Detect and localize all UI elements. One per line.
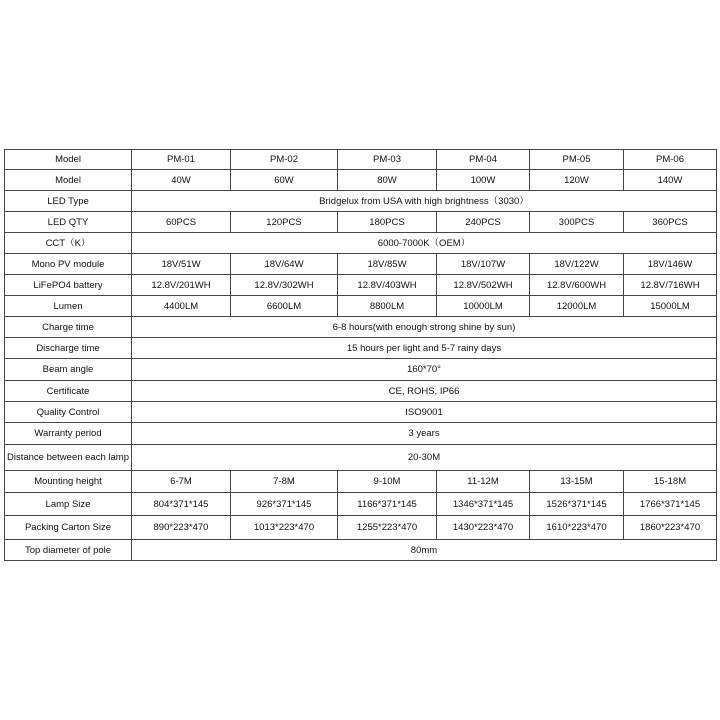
table-row xyxy=(5,296,717,317)
row-label: Lumen xyxy=(5,296,132,317)
row-value: 6-8 hours(with enough strong shine by sun) xyxy=(132,317,717,338)
row-label: Charge time xyxy=(5,317,132,338)
table-cell: 1255*223*470 xyxy=(338,516,437,540)
row-value: 15 hours per light and 5-7 rainy days xyxy=(132,338,717,359)
row-label: Top diameter of pole xyxy=(5,540,132,561)
row-label: Mono PV module xyxy=(5,254,132,275)
table-cell: 11-12M xyxy=(437,471,530,493)
row-value: 6000-7000K（OEM） xyxy=(132,233,717,254)
row-value: Bridgelux from USA with high brightness（3030） xyxy=(132,191,717,212)
table-cell: 1766*371*145 xyxy=(624,493,717,516)
table-cell: 18V/122W xyxy=(530,254,624,275)
row-label: Mounting height xyxy=(5,471,132,493)
row-value: ISO9001 xyxy=(132,402,717,423)
table-cell: 1430*223*470 xyxy=(437,516,530,540)
table-cell: 1860*223*470 xyxy=(624,516,717,540)
table-row xyxy=(5,275,717,296)
table-cell: PM-02 xyxy=(231,150,338,170)
row-label: CCT（K） xyxy=(5,233,132,254)
table-cell: 6-7M xyxy=(132,471,231,493)
row-value: 3 years xyxy=(132,423,717,445)
table-cell: 120PCS xyxy=(231,212,338,233)
spec-table xyxy=(4,149,717,561)
table-row xyxy=(5,493,717,516)
row-value: 20-30M xyxy=(132,445,717,471)
table-cell: PM-05 xyxy=(530,150,624,170)
table-cell: 180PCS xyxy=(338,212,437,233)
table-cell: 100W xyxy=(437,170,530,191)
table-cell: 15000LM xyxy=(624,296,717,317)
row-label: Model xyxy=(5,170,132,191)
table-cell: 12.8V/716WH xyxy=(624,275,717,296)
table-cell: 18V/146W xyxy=(624,254,717,275)
table-cell: 13-15M xyxy=(530,471,624,493)
table-cell: PM-04 xyxy=(437,150,530,170)
table-cell: 120W xyxy=(530,170,624,191)
table-cell: 1013*223*470 xyxy=(231,516,338,540)
row-label: LED QTY xyxy=(5,212,132,233)
table-row xyxy=(5,233,717,254)
table-cell: 12.8V/600WH xyxy=(530,275,624,296)
table-row xyxy=(5,540,717,561)
table-row xyxy=(5,212,717,233)
table-row xyxy=(5,338,717,359)
table-cell: 140W xyxy=(624,170,717,191)
row-label: Packing Carton Size xyxy=(5,516,132,540)
table-cell: 1610*223*470 xyxy=(530,516,624,540)
table-cell: 18V/64W xyxy=(231,254,338,275)
table-row xyxy=(5,516,717,540)
table-cell: 7-8M xyxy=(231,471,338,493)
table-cell: 12.8V/201WH xyxy=(132,275,231,296)
table-cell: 18V/51W xyxy=(132,254,231,275)
table-row xyxy=(5,471,717,493)
table-cell: 9-10M xyxy=(338,471,437,493)
table-row xyxy=(5,402,717,423)
table-cell: 890*223*470 xyxy=(132,516,231,540)
row-label: Beam angle xyxy=(5,359,132,381)
spec-table-body xyxy=(5,150,717,561)
table-cell: 18V/107W xyxy=(437,254,530,275)
table-cell: 804*371*145 xyxy=(132,493,231,516)
table-cell: 40W xyxy=(132,170,231,191)
row-label: Certificate xyxy=(5,381,132,402)
table-row xyxy=(5,381,717,402)
row-label: Model xyxy=(5,150,132,170)
table-cell: 60W xyxy=(231,170,338,191)
table-cell: 12.8V/502WH xyxy=(437,275,530,296)
table-cell: 18V/85W xyxy=(338,254,437,275)
row-label: LiFePO4 battery xyxy=(5,275,132,296)
table-cell: 60PCS xyxy=(132,212,231,233)
row-label: Distance between each lamp xyxy=(5,445,132,471)
table-row xyxy=(5,359,717,381)
table-cell: 15-18M xyxy=(624,471,717,493)
table-row xyxy=(5,423,717,445)
table-row xyxy=(5,150,717,170)
table-cell: 12.8V/403WH xyxy=(338,275,437,296)
row-value: CE, ROHS, IP66 xyxy=(132,381,717,402)
table-cell: 240PCS xyxy=(437,212,530,233)
table-cell: 80W xyxy=(338,170,437,191)
table-row xyxy=(5,445,717,471)
table-cell: 1346*371*145 xyxy=(437,493,530,516)
table-cell: 10000LM xyxy=(437,296,530,317)
row-value: 80mm xyxy=(132,540,717,561)
table-cell: 8800LM xyxy=(338,296,437,317)
row-label: Discharge time xyxy=(5,338,132,359)
table-row xyxy=(5,170,717,191)
table-cell: PM-03 xyxy=(338,150,437,170)
table-row xyxy=(5,191,717,212)
table-cell: 1526*371*145 xyxy=(530,493,624,516)
row-label: Lamp Size xyxy=(5,493,132,516)
table-row xyxy=(5,254,717,275)
table-cell: 6600LM xyxy=(231,296,338,317)
row-value: 160*70° xyxy=(132,359,717,381)
table-cell: 1166*371*145 xyxy=(338,493,437,516)
table-cell: 926*371*145 xyxy=(231,493,338,516)
table-cell: 300PCS xyxy=(530,212,624,233)
row-label: LED Type xyxy=(5,191,132,212)
row-label: Quality Control xyxy=(5,402,132,423)
row-label: Warranty period xyxy=(5,423,132,445)
table-cell: 360PCS xyxy=(624,212,717,233)
table-row xyxy=(5,317,717,338)
table-cell: 4400LM xyxy=(132,296,231,317)
table-cell: PM-06 xyxy=(624,150,717,170)
table-cell: PM-01 xyxy=(132,150,231,170)
table-cell: 12000LM xyxy=(530,296,624,317)
table-cell: 12.8V/302WH xyxy=(231,275,338,296)
